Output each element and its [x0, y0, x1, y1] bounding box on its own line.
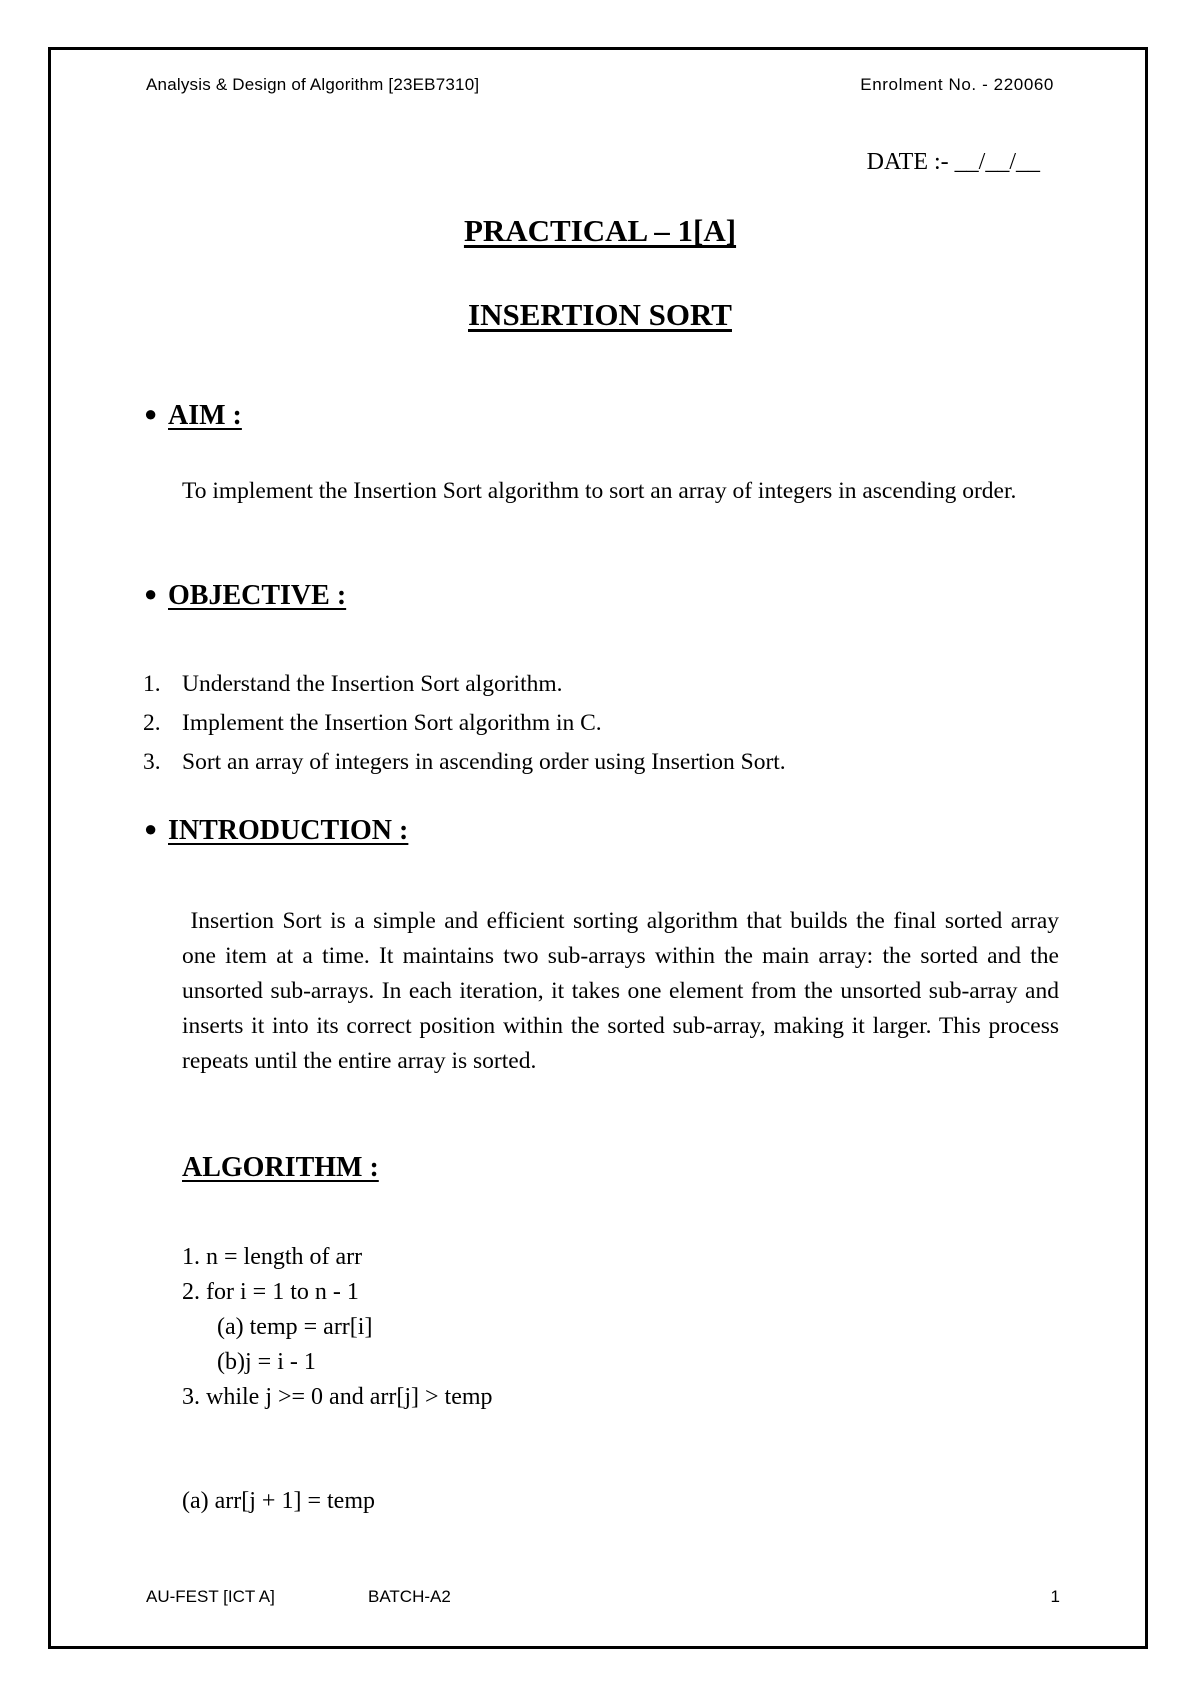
date-line: DATE :- __/__/__	[866, 149, 1040, 175]
list-text: Implement the Insertion Sort algorithm in C.	[182, 710, 602, 736]
bullet-icon: ●	[144, 816, 158, 841]
list-item	[143, 743, 786, 782]
introduction-text: Insertion Sort is a simple and efficient sorting algorithm that builds the final sorted array one item at a time. It maintains two sub-arrays within the main array: the sorted and the unsorted sub-arrays. In each iteration, it takes one element from the unsorted sub-array and inserts it into its correct position within the sorted sub-array, making it larger. This process repeats until the entire array is sorted.	[182, 908, 1059, 1074]
practical-title: PRACTICAL – 1[A]	[463, 213, 737, 248]
footer-batch: BATCH-A2	[368, 1587, 451, 1606]
aim-text: To implement the Insertion Sort algorithm to sort an array of integers in ascending order.	[182, 478, 1017, 504]
objective-heading-text: OBJECTIVE :	[168, 580, 347, 611]
header-course: Analysis & Design of Algorithm [23EB7310]	[146, 75, 480, 94]
algorithm-steps	[182, 1240, 493, 1415]
list-item	[143, 704, 786, 743]
header-enrolment: Enrolment No. - 220060	[860, 75, 1054, 94]
introduction-heading-text: INTRODUCTION :	[168, 815, 409, 846]
objective-heading	[144, 580, 346, 612]
topic-title: INSERTION SORT	[468, 297, 732, 332]
algorithm-line: 1. n = length of arr	[182, 1244, 363, 1270]
list-number: 2.	[143, 710, 161, 736]
algorithm-line: 2. for i = 1 to n - 1	[182, 1279, 359, 1305]
algorithm-line: (a) arr[j + 1] = temp	[182, 1488, 375, 1514]
bullet-icon: ●	[144, 401, 158, 426]
introduction-heading	[144, 815, 408, 847]
algorithm-line: (b)j = i - 1	[217, 1349, 316, 1375]
list-text: Sort an array of integers in ascending order using Insertion Sort.	[182, 749, 786, 775]
aim-heading	[144, 400, 242, 432]
aim-heading-text: AIM :	[168, 400, 242, 431]
footer-institute: AU-FEST [ICT A]	[146, 1587, 275, 1606]
algorithm-line: 3. while j >= 0 and arr[j] > temp	[182, 1384, 493, 1410]
bullet-icon: ●	[144, 581, 158, 606]
objective-list	[143, 665, 786, 782]
algorithm-line: (a) temp = arr[i]	[217, 1314, 373, 1340]
list-number: 1.	[143, 671, 161, 697]
page-number: 1	[1050, 1587, 1060, 1606]
list-number: 3.	[143, 749, 161, 775]
list-text: Understand the Insertion Sort algorithm.	[182, 671, 563, 697]
algorithm-heading: ALGORITHM :	[182, 1152, 379, 1183]
list-item	[143, 665, 786, 704]
